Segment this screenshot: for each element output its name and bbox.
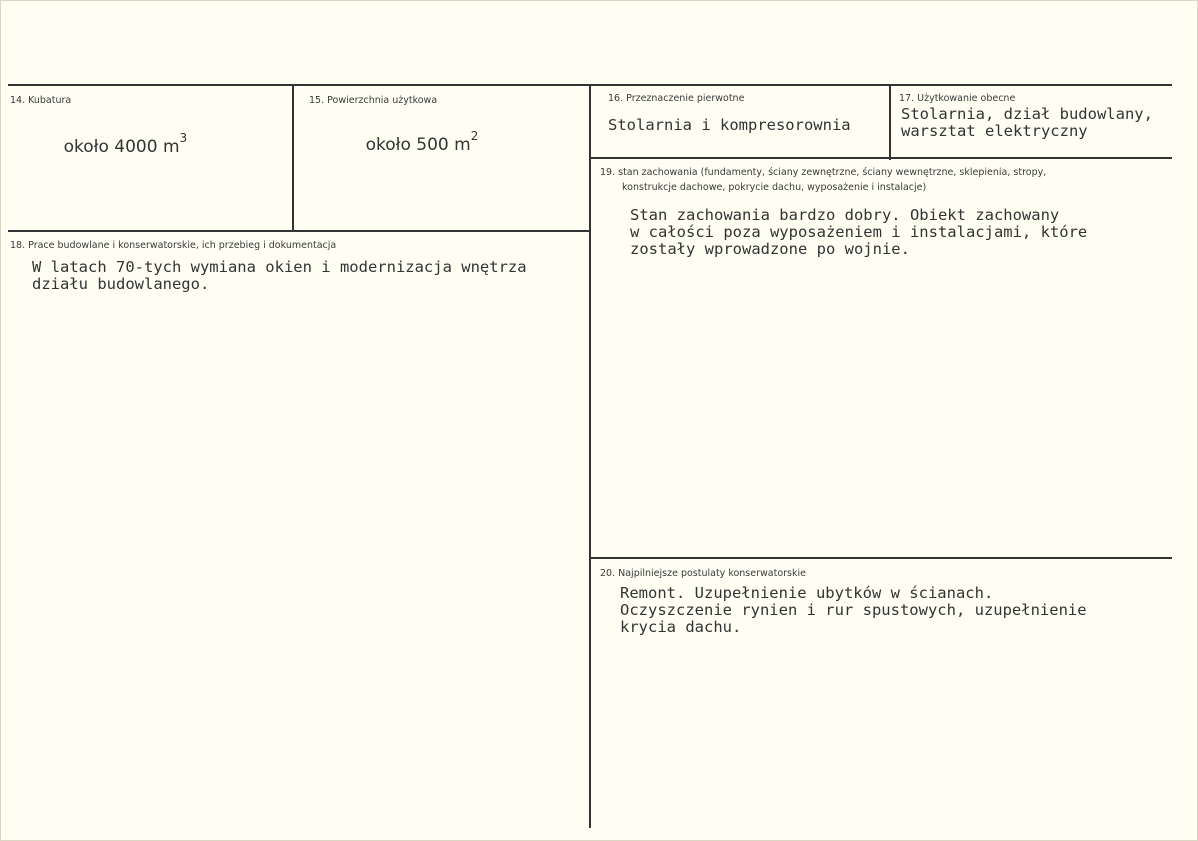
przeznaczenie-label: 16. Przeznaczenie pierwotne xyxy=(608,93,745,104)
prace-line-2: działu budowlanego. xyxy=(32,275,210,293)
left-column-divider-1 xyxy=(292,86,294,232)
uzytkowanie-label: 17. Użytkowanie obecne xyxy=(899,93,1016,104)
uzytkowanie-line-2: warsztat elektryczny xyxy=(901,122,1088,140)
stan-line-2: w całości poza wyposażeniem i instalacjami, które xyxy=(630,223,1088,241)
left-mid-rule xyxy=(8,230,589,232)
uzytkowanie-line-1: Stolarnia, dział budowlany, xyxy=(901,105,1153,123)
stan-line-1: Stan zachowania bardzo dobry. Obiekt zachowany xyxy=(630,206,1060,224)
kubatura-text: około 4000 m xyxy=(63,137,180,157)
kubatura-unit-exponent: 3 xyxy=(179,131,188,145)
powierzchnia-text: około 500 m xyxy=(365,135,471,155)
przeznaczenie-value: Stolarnia i kompresorownia xyxy=(608,116,851,134)
powierzchnia-unit-exponent: 2 xyxy=(470,129,479,143)
center-divider xyxy=(589,86,591,828)
powierzchnia-value xyxy=(344,115,478,175)
stan-label-line-1: 19. stan zachowania (fundamenty, ściany zewnętrzne, ściany wewnętrzne, sklepienia, stropy, xyxy=(600,167,1047,178)
right-lower-rule xyxy=(591,557,1172,559)
kubatura-value xyxy=(42,117,187,177)
right-upper-rule xyxy=(591,157,1172,159)
powierzchnia-label: 15. Powierzchnia użytkowa xyxy=(309,95,438,106)
prace-line-1: W latach 70-tych wymiana okien i modernizacja wnętrza xyxy=(32,258,527,276)
prace-label: 18. Prace budowlane i konserwatorskie, ich przebieg i dokumentacja xyxy=(10,240,337,251)
postulaty-label: 20. Najpilniejsze postulaty konserwatorskie xyxy=(600,568,806,579)
stan-line-3: zostały wprowadzone po wojnie. xyxy=(630,240,910,258)
postulaty-line-3: krycia dachu. xyxy=(620,618,742,636)
postulaty-line-2: Oczyszczenie rynien i rur spustowych, uzupełnienie xyxy=(620,601,1087,619)
kubatura-label: 14. Kubatura xyxy=(10,95,72,106)
postulaty-line-1: Remont. Uzupełnienie ubytków w ścianach. xyxy=(620,584,994,602)
right-column-divider xyxy=(889,86,891,160)
stan-label-line-2: konstrukcje dachowe, pokrycie dachu, wyposażenie i instalacje) xyxy=(622,182,927,193)
